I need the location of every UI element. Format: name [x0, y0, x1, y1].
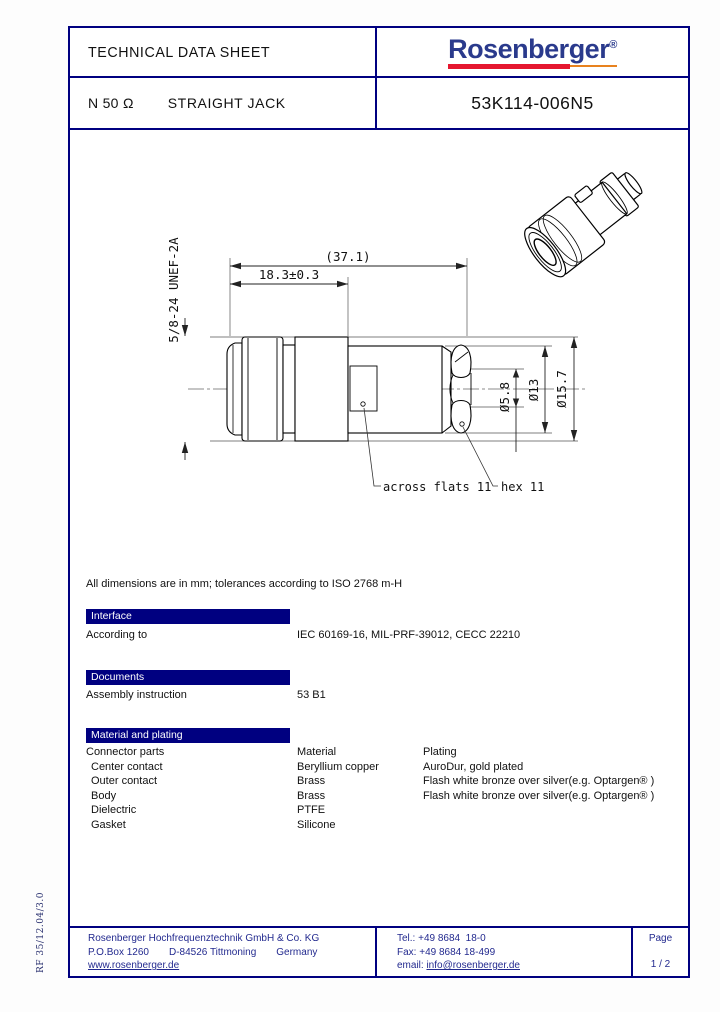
company-name: Rosenberger Hochfrequenztechnik GmbH & Co. KG — [88, 933, 320, 944]
logo-red-bar — [448, 64, 569, 69]
connector-3d-view — [518, 157, 655, 282]
company-address: P.O.Box 1260 D-84526 Tittmoning Germany — [88, 946, 318, 958]
col-header-plating: Plating — [423, 746, 457, 758]
document-title: TECHNICAL DATA SHEET — [88, 43, 271, 61]
neck — [283, 345, 295, 433]
logo-cell — [377, 28, 688, 76]
registered-trademark-icon: ® — [609, 39, 617, 52]
logo-underline — [448, 64, 617, 69]
interface-value: IEC 60169-16, MIL-PRF-39012, CECC 22210 — [297, 629, 521, 641]
coupling-nut-cap — [227, 343, 242, 435]
form-revision-note: RF 35/12.04/3.0 — [36, 892, 46, 973]
email-link[interactable]: info@rosenberger.de — [426, 960, 520, 971]
footer — [68, 926, 690, 978]
material-table-header — [86, 745, 654, 760]
header-row-product — [70, 78, 688, 130]
documents-label: Assembly instruction — [86, 689, 187, 701]
across-flats-label: across flats 11 — [383, 480, 492, 494]
page-label: Page — [648, 933, 673, 944]
fax-number: Fax: +49 8684 18-499 — [397, 946, 496, 958]
dimensions-note: All dimensions are in mm; tolerances according to ISO 2768 m-H — [86, 578, 403, 590]
section-header-material: Material and plating — [86, 728, 290, 743]
hex-label: hex 11 — [501, 480, 545, 494]
footer-company-cell — [70, 928, 377, 976]
part-number-cell — [377, 78, 688, 128]
table-row: Dielectric PTFE — [91, 804, 326, 816]
title-cell — [70, 28, 377, 76]
connector-side-view — [227, 337, 471, 441]
technical-drawing — [68, 126, 688, 576]
logo-orange-line — [570, 65, 617, 67]
material-table — [86, 745, 654, 832]
table-row: Body Brass Flash white bronze over silver(e.g. Optargen® ) — [91, 789, 655, 802]
hex-bottom-flat — [451, 401, 471, 434]
col-header-parts: Connector parts — [86, 746, 165, 758]
connector-body — [295, 337, 348, 441]
impedance-label: N 50 Ω — [88, 95, 134, 111]
hex-top-flat — [451, 345, 471, 378]
overall-length-dim: (37.1) — [325, 249, 371, 264]
col-header-material: Material — [297, 746, 337, 758]
section-header-documents: Documents — [86, 670, 290, 685]
product-type-label: STRAIGHT JACK — [167, 95, 286, 111]
interface-label: According to — [86, 629, 148, 641]
footer-page-cell — [633, 928, 688, 976]
footer-contact-cell — [377, 928, 633, 976]
header-row-title — [70, 28, 688, 78]
email-line: email: info@rosenberger.de — [397, 960, 520, 971]
table-row: Outer contact Brass Flash white bronze over silver(e.g. Optargen® ) — [91, 775, 655, 787]
page-number: 1 / 2 — [650, 958, 671, 970]
product-cell — [70, 78, 377, 128]
dia-mid-dim: Ø13 — [526, 378, 541, 402]
dia-small-dim: Ø5.8 — [497, 381, 512, 413]
product-description — [88, 95, 286, 111]
table-row: Gasket Silicone — [91, 818, 336, 831]
rear-body — [348, 346, 442, 433]
thread-label: 5/8-24 UNEF-2A — [166, 237, 181, 343]
length-dim: 18.3±0.3 — [258, 267, 320, 282]
logo-wordmark: Rosenberger® — [448, 34, 617, 65]
dia-large-dim: Ø15.7 — [554, 370, 569, 408]
table-row: Center contact Beryllium copper AuroDur, gold plated — [91, 760, 524, 773]
phone-number: Tel.: +49 8684 18-0 — [397, 933, 486, 944]
part-number: 53K114-006N5 — [471, 92, 594, 113]
website-link[interactable]: www.rosenberger.de — [88, 960, 180, 971]
rosenberger-logo — [448, 34, 617, 69]
section-header-interface: Interface — [86, 609, 290, 624]
documents-value: 53 B1 — [297, 689, 326, 701]
